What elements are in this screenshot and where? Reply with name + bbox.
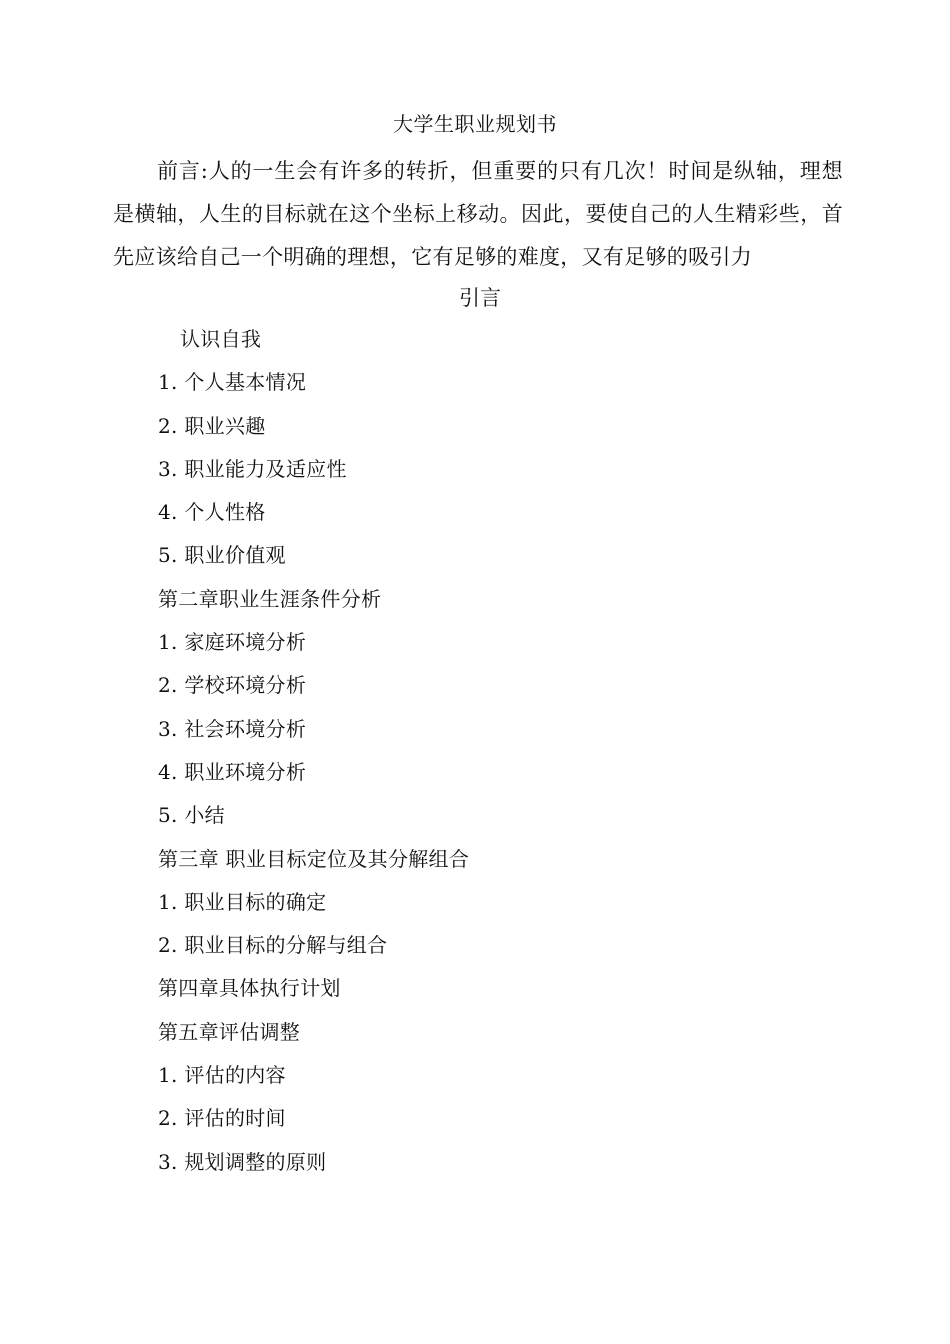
toc-item: 2. 评估的时间	[158, 1106, 286, 1131]
toc-item: 1. 家庭环境分析	[158, 630, 307, 655]
toc-item: 2. 职业兴趣	[158, 413, 266, 438]
intro-heading: 引言	[459, 286, 501, 310]
toc-item: 5. 小结	[158, 803, 225, 828]
toc-item: 2. 学校环境分析	[158, 673, 307, 698]
toc-item: 3. 规划调整的原则	[158, 1149, 327, 1174]
toc-item: 5. 职业价值观	[158, 543, 286, 568]
toc-item: 3. 社会环境分析	[158, 716, 307, 741]
toc-item: 1. 职业目标的确定	[158, 889, 327, 914]
toc-item: 2. 职业目标的分解与组合	[158, 933, 388, 958]
preface-paragraph: 前言:人的一生会有许多的转折，但重要的只有几次！时间是纵轴，理想是横轴，人生的目标就在这个坐标上移动。因此，要使自己的人生精彩些，首先应该给自己一个明确的理想，它有足够的难度，又有足够的吸引力	[113, 159, 843, 269]
toc-chapter: 第四章具体执行计划	[158, 976, 341, 1001]
table-of-contents	[158, 324, 469, 1190]
document-title: 大学生职业规划书	[393, 112, 557, 136]
toc-chapter: 第二章职业生涯条件分析	[158, 586, 382, 611]
toc-chapter: 第五章评估调整	[158, 1019, 301, 1044]
toc-item: 1. 评估的内容	[158, 1063, 286, 1088]
toc-item: 认识自我	[180, 327, 262, 351]
toc-item: 1. 个人基本情况	[158, 370, 307, 395]
toc-item: 3. 职业能力及适应性	[158, 456, 347, 481]
toc-chapter: 第三章 职业目标定位及其分解组合	[158, 846, 470, 871]
toc-item: 4. 个人性格	[158, 500, 266, 525]
toc-item: 4. 职业环境分析	[158, 759, 307, 784]
